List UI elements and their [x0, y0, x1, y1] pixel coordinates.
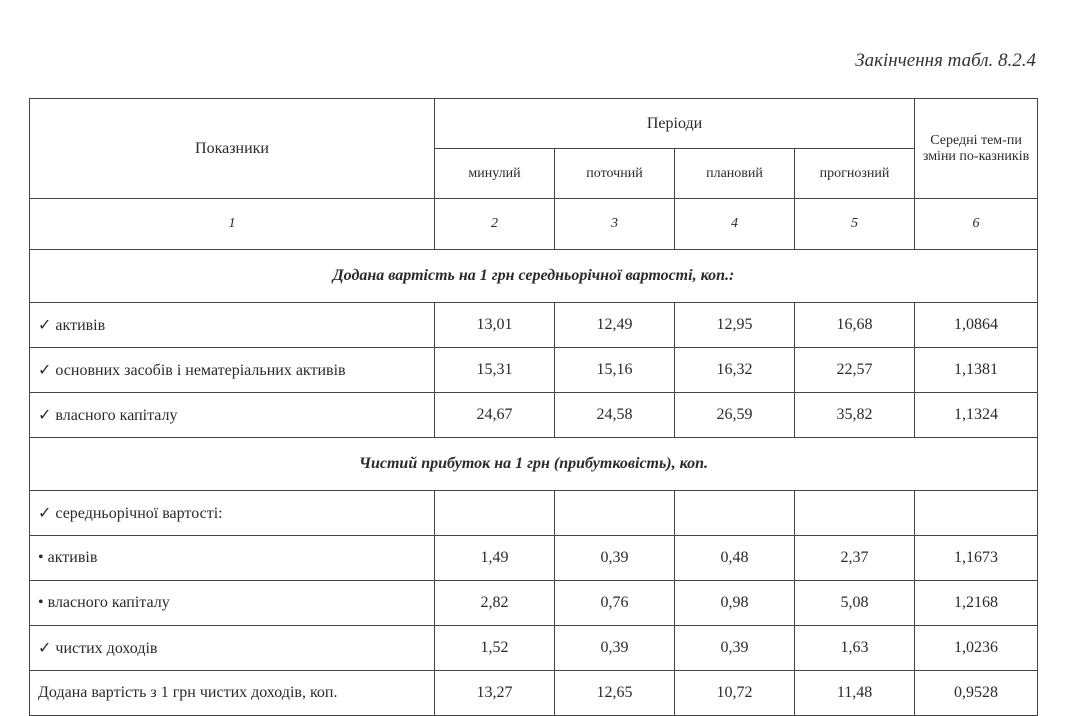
table-row: [30, 626, 1038, 671]
header-indicators: Показники: [30, 99, 435, 199]
header-period-past: минулий: [435, 149, 555, 199]
table-row: [30, 671, 1038, 716]
table-row: [30, 348, 1038, 393]
table-cell: 1,52: [435, 626, 555, 671]
table-cell: [675, 491, 795, 536]
section-title: Чистий прибуток на 1 грн (прибутковість), коп.: [30, 438, 1038, 491]
table-cell: [555, 491, 675, 536]
table-cell: [915, 491, 1038, 536]
table-cell: 0,98: [675, 581, 795, 626]
data-table: [29, 98, 1038, 716]
table-cell: 16,32: [675, 348, 795, 393]
table-cell: 2,82: [435, 581, 555, 626]
column-number: 3: [555, 199, 675, 250]
column-number: 4: [675, 199, 795, 250]
table-cell: 12,95: [675, 303, 795, 348]
table-cell: 16,68: [795, 303, 915, 348]
row-label: ✓ середньорічної вартості:: [30, 491, 435, 536]
table-cell: 0,9528: [915, 671, 1038, 716]
table-row: [30, 303, 1038, 348]
table-cell: 0,76: [555, 581, 675, 626]
table-cell: 35,82: [795, 393, 915, 438]
table-cell: 12,49: [555, 303, 675, 348]
table-cell: 2,37: [795, 536, 915, 581]
table-cell: 13,27: [435, 671, 555, 716]
table-cell: 11,48: [795, 671, 915, 716]
row-label: • активів: [30, 536, 435, 581]
table-cell: 0,39: [675, 626, 795, 671]
table-caption: Закінчення табл. 8.2.4: [855, 50, 1036, 71]
table-cell: 0,48: [675, 536, 795, 581]
row-label: Додана вартість з 1 грн чистих доходів, коп.: [30, 671, 435, 716]
table-cell: 1,1324: [915, 393, 1038, 438]
table-row: [30, 536, 1038, 581]
header-period-forecast: прогнозний: [795, 149, 915, 199]
column-number: 1: [30, 199, 435, 250]
header-periods: Періоди: [435, 99, 915, 149]
row-label: ✓ основних засобів і нематеріальних активів: [30, 348, 435, 393]
table-cell: 5,08: [795, 581, 915, 626]
header-period-current: поточний: [555, 149, 675, 199]
row-label: ✓ активів: [30, 303, 435, 348]
column-number: 5: [795, 199, 915, 250]
table-cell: 15,16: [555, 348, 675, 393]
header-avg-rates: Середні тем-пи зміни по-казників: [915, 99, 1038, 199]
table-cell: 0,39: [555, 626, 675, 671]
section-header-row: [30, 250, 1038, 303]
column-number: 6: [915, 199, 1038, 250]
table-row: [30, 581, 1038, 626]
table-cell: 1,1673: [915, 536, 1038, 581]
table-cell: [795, 491, 915, 536]
table-cell: 1,0236: [915, 626, 1038, 671]
table-cell: 26,59: [675, 393, 795, 438]
table-cell: 0,39: [555, 536, 675, 581]
table-cell: 15,31: [435, 348, 555, 393]
table-cell: 24,67: [435, 393, 555, 438]
table-cell: 12,65: [555, 671, 675, 716]
table-cell: 22,57: [795, 348, 915, 393]
table-cell: 1,1381: [915, 348, 1038, 393]
header-period-planned: плановий: [675, 149, 795, 199]
row-label: • власного капіталу: [30, 581, 435, 626]
table-row: [30, 393, 1038, 438]
column-number: 2: [435, 199, 555, 250]
table-cell: 1,63: [795, 626, 915, 671]
table-cell: [435, 491, 555, 536]
table-cell: 10,72: [675, 671, 795, 716]
table-cell: 1,0864: [915, 303, 1038, 348]
section-header-row: [30, 438, 1038, 491]
row-label: ✓ чистих доходів: [30, 626, 435, 671]
table-cell: 13,01: [435, 303, 555, 348]
table-cell: 1,2168: [915, 581, 1038, 626]
table-cell: 1,49: [435, 536, 555, 581]
table-row: [30, 491, 1038, 536]
table-cell: 24,58: [555, 393, 675, 438]
row-label: ✓ власного капіталу: [30, 393, 435, 438]
section-title: Додана вартість на 1 грн середньорічної вартості, коп.:: [30, 250, 1038, 303]
